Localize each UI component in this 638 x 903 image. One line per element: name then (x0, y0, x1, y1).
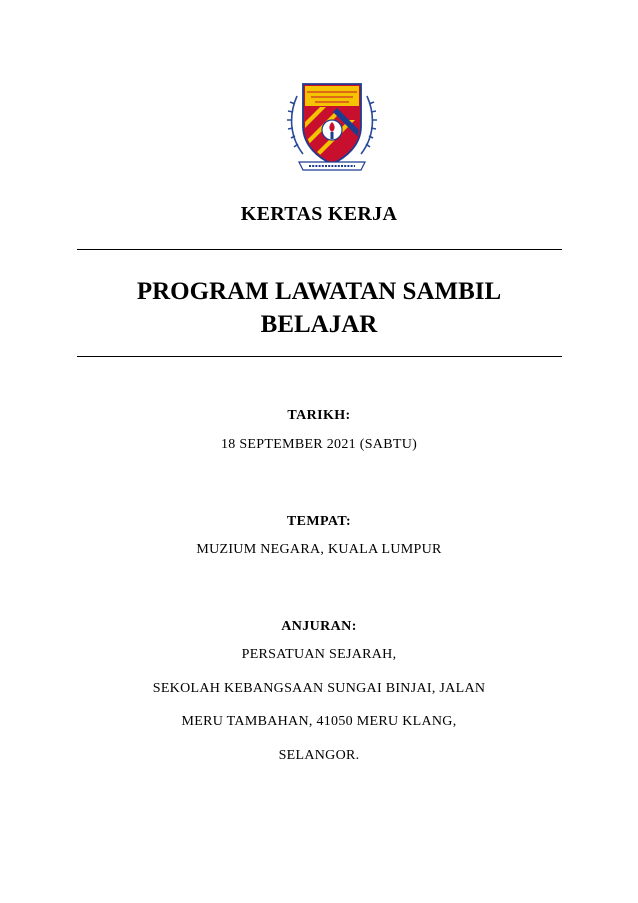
tempat-value: MUZIUM NEGARA, KUALA LUMPUR (196, 542, 442, 557)
tempat-label: TEMPAT: (286, 514, 352, 529)
wreath-left (287, 96, 303, 154)
shield-top-banner (305, 86, 359, 106)
anjuran-label: ANJURAN: (281, 619, 357, 634)
school-crest-logo (283, 74, 381, 178)
wreath-right (361, 96, 377, 154)
bottom-divider (77, 356, 562, 357)
tarikh-value: 18 SEPTEMBER 2021 (SABTU) (220, 437, 418, 452)
top-divider (77, 249, 562, 250)
anjuran-line: MERU TAMBAHAN, 41050 MERU KLANG, (181, 714, 457, 729)
document-title-line-2: BELAJAR (260, 311, 378, 338)
anjuran-line: SELANGOR. (278, 748, 360, 763)
anjuran-line: SEKOLAH KEBANGSAAN SUNGAI BINJAI, JALAN (152, 681, 486, 696)
anjuran-line: PERSATUAN SEJARAH, (241, 647, 397, 662)
document-type: KERTAS KERJA (240, 203, 398, 225)
tarikh-label: TARIKH: (287, 408, 351, 423)
document-title-line-1: PROGRAM LAWATAN SAMBIL (136, 278, 502, 305)
